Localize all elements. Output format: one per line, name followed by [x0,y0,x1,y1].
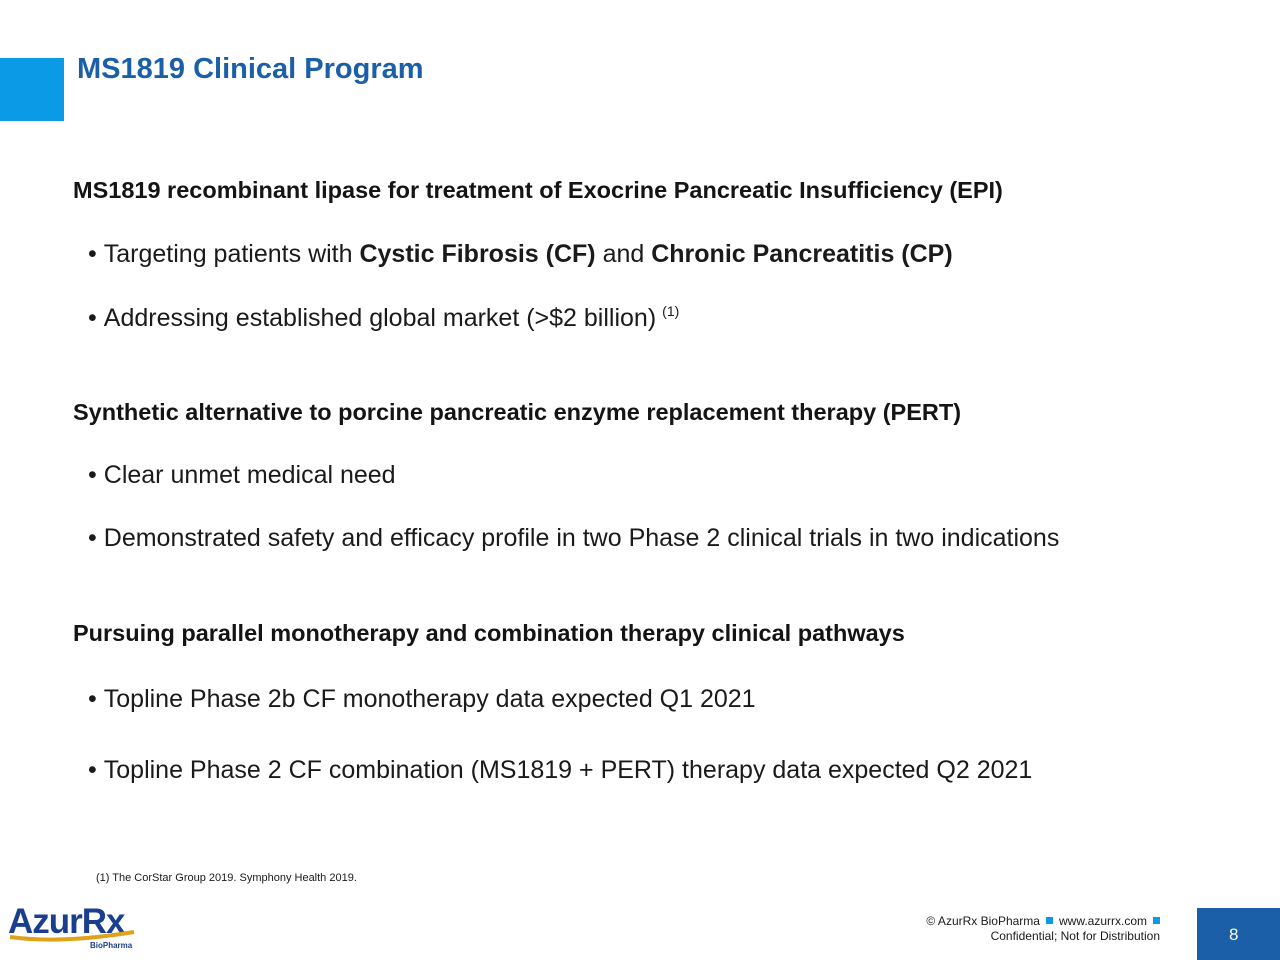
logo-subtitle: BioPharma [90,941,133,950]
bullet-text: Topline Phase 2 CF combination (MS1819 + PERT) therapy data expected Q2 2021 [103,756,1033,784]
footer-copyright: © AzurRx BioPharma [926,914,1040,928]
bullet-text: Demonstrated safety and efficacy profile in two Phase 2 clinical trials in two indications [103,524,1060,552]
footer [926,914,1160,944]
bullet-marker: • [88,685,97,713]
title-accent-square [0,58,64,121]
bullet-text: Targeting patients with [103,240,360,268]
bullet-marker: • [88,461,97,489]
bullet-phase-2-combination [88,756,1032,785]
square-bullet-icon [1046,917,1053,924]
bullet-global-market [88,303,679,333]
bullet-targeting-patients [88,240,953,269]
bullet-bold-cf: Cystic Fibrosis (CF) [359,240,596,268]
section-heading-pathways: Pursuing parallel monotherapy and combination therapy clinical pathways [73,620,905,646]
footer-website: www.azurrx.com [1058,914,1147,928]
footnote-reference: (1) [662,303,680,319]
section-heading-epi: MS1819 recombinant lipase for treatment of Exocrine Pancreatic Insufficiency (EPI) [73,177,1003,203]
bullet-bold-cp: Chronic Pancreatitis (CP) [651,240,953,268]
bullet-text: Topline Phase 2b CF monotherapy data expected Q1 2021 [103,685,756,713]
bullet-marker: • [88,240,97,268]
bullet-marker: • [88,304,97,332]
footnote: (1) The CorStar Group 2019. Symphony Health 2019. [96,872,357,884]
page-number-box [1197,908,1280,960]
section-heading-pert: Synthetic alternative to porcine pancreatic enzyme replacement therapy (PERT) [73,399,962,425]
bullet-text: and [595,240,652,268]
bullet-unmet-need [88,461,396,490]
page-number: 8 [1229,925,1239,944]
bullet-phase-2b [88,685,756,714]
bullet-marker: • [88,756,97,784]
logo-wordmark: AzurRx [8,902,125,941]
square-bullet-icon [1153,917,1160,924]
footer-confidential: Confidential; Not for Distribution [990,929,1160,943]
bullet-marker: • [88,524,97,552]
azurrx-logo [6,896,146,952]
bullet-text: Clear unmet medical need [103,461,396,489]
footer-line-1 [926,914,1160,929]
bullet-safety-efficacy [88,524,1059,553]
bullet-text: Addressing established global market (>$2 billion) [103,304,657,332]
page-title: MS1819 Clinical Program [77,53,424,85]
